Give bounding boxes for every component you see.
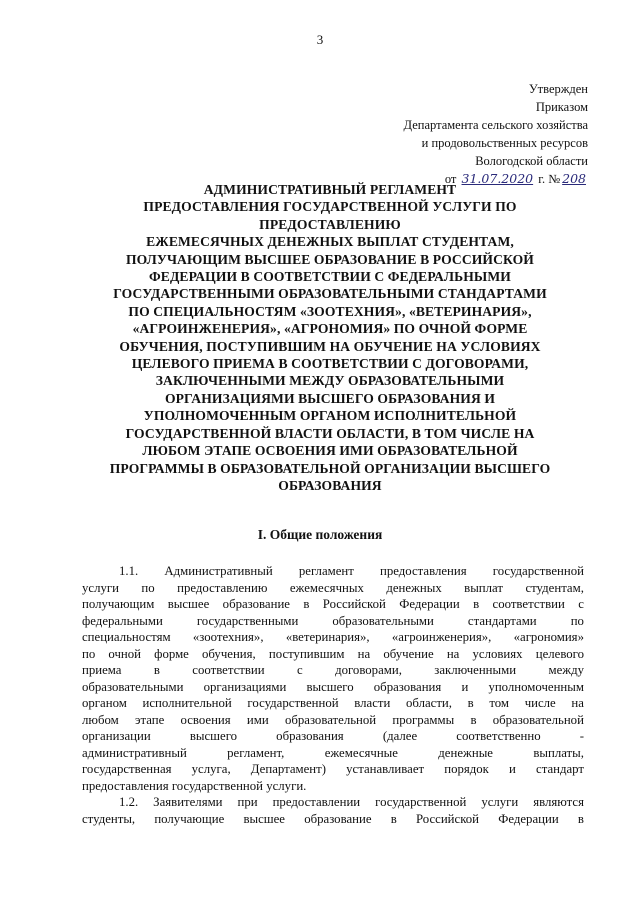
page-number: 3 [316,32,324,47]
paragraph-line [82,794,584,811]
word: 1.1. [119,564,139,578]
word: Департамент) [250,762,327,776]
word: 1.2. [119,795,139,809]
word: предоставлении [272,795,361,809]
word: «ветеринария», [285,630,370,644]
word: по [141,580,155,595]
word: специальностям [82,630,171,644]
approval-line: Вологодской области [475,154,588,168]
word: власти [354,696,391,710]
word: в [467,696,474,710]
title-line: УПОЛНОМОЧЕННЫМ ОРГАНОМ ИСПОЛНИТЕЛЬНОЙ [143,408,517,424]
word: организациями [203,679,287,694]
paragraph-line [82,728,584,745]
word: уполномоченным [488,679,584,694]
paragraph-line [82,629,584,646]
word: по [82,646,96,661]
title-line: ПРОГРАММЫ В ОБРАЗОВАТЕЛЬНОЙ ОРГАНИЗАЦИИ ВЫСШЕГО [109,460,551,476]
word: и [461,679,469,694]
word: органом [82,696,127,710]
word: (далее [382,729,418,743]
word: этапе [134,712,165,727]
handwritten-number: 208 [562,171,586,186]
word: административный [82,745,187,760]
word: «зоотехния», [192,630,264,644]
word: выплаты, [533,745,584,760]
word: на [357,646,371,661]
word: государственной [375,795,467,809]
word: государственными [196,613,299,628]
title-line: ГОСУДАРСТВЕННЫМИ ОБРАЗОВАТЕЛЬНЫМИ СТАНДАРТАМИ [113,286,547,302]
title-line: ОБУЧЕНИЯ, ПОСТУПИВШИМ НА ОБУЧЕНИЕ НА УСЛОВИЯХ [119,338,541,354]
word: высшего [306,679,354,694]
word: Федерации [399,597,460,611]
paragraph-line [82,580,584,597]
word: в [303,597,310,611]
word: получающие [154,811,225,826]
word: предоставления [380,564,467,578]
word: образование [304,811,372,826]
word: в [390,811,397,826]
approval-block [328,80,588,188]
paragraph-line [82,695,584,712]
title-line: ФЕДЕРАЦИИ В СООТВЕТСТВИИ С ФЕДЕРАЛЬНЫМИ [149,269,511,285]
approval-line: Приказом [535,100,588,114]
word: студентам, [525,580,584,595]
word: Административный [164,564,273,578]
approval-line: Утвержден [528,82,588,96]
word: договорами, [335,663,402,677]
word: условиях [472,646,523,661]
word: числе [524,696,556,710]
word: поступившим [268,646,345,661]
word: - [579,729,584,743]
word: ими [246,712,269,727]
word: очной [108,646,142,661]
paragraph-line [82,662,584,679]
word: области, [406,696,452,710]
word: порядок [444,762,489,776]
title-line: ОБРАЗОВАНИЯ [278,477,382,493]
approval-line: и продовольственных ресурсов [421,136,588,150]
title-line: ЦЕЛЕВОГО ПРИЕМА В СООТВЕТСТВИИ С ДОГОВОРАМИ, [131,356,529,372]
title-line: ГОСУДАРСТВЕННОЙ ВЛАСТИ ОБЛАСТИ, В ТОМ ЧИСЛЕ НА [125,425,535,441]
word: услуга, [191,762,231,776]
word: государственной [247,696,339,710]
paragraph-line [82,563,584,580]
word: любом [82,712,119,727]
paragraph-line [82,712,584,729]
word: обучение [383,646,434,661]
paragraph-line [82,613,584,630]
word: образовательными [82,679,184,694]
title-line: «АГРОИНЖЕНЕРИЯ», «АГРОНОМИЯ» ПО ОЧНОЙ ФОРМЕ [132,321,528,337]
word: образования [276,729,344,743]
word: «агрономия» [513,630,584,644]
word: высшего [189,729,238,743]
word: студенты, [82,811,136,826]
title-line: ОРГАНИЗАЦИЯМИ ВЫСШЕГО ОБРАЗОВАНИЯ И [164,390,496,406]
paragraph-line [82,679,584,696]
word: на [571,696,584,710]
word: в [470,712,477,727]
paragraph-line [82,596,584,613]
word: образовательными [332,613,434,628]
word: при [237,795,258,809]
word: форме [154,646,189,661]
word: стандартами [467,613,537,628]
word: исполнительной [142,696,232,710]
title-line: ПО СПЕЦИАЛЬНОСТЯМ «ЗООТЕХНИЯ», «ВЕТЕРИНАРИЯ», [128,303,532,319]
word: Российской [415,811,480,826]
title-line: ПРЕДОСТАВЛЕНИЮ [259,216,401,232]
paragraph-line [82,646,584,663]
word: Федерации [498,811,559,826]
title-line: ПРЕДОСТАВЛЕНИЯ ГОСУДАРСТВЕННОЙ УСЛУГИ ПО [143,199,517,215]
word: Заявителями [153,795,223,809]
word: являются [533,795,584,809]
paragraph-line [82,745,584,762]
word: высшее [167,597,210,611]
word: денежные [438,745,493,760]
paragraph-line [82,761,584,778]
number-prefix: г. № [538,172,561,186]
word: выплат [464,580,503,595]
word: и [509,762,516,776]
paragraph-line [82,811,584,828]
word: в [577,811,584,826]
word: услуги [481,795,519,809]
word: регламент, [227,745,285,760]
document-title [60,181,600,494]
word: приема [82,663,122,677]
title-line: ПОЛУЧАЮЩИМ ВЫСШЕЕ ОБРАЗОВАНИЕ В РОССИЙСКОЙ [126,251,534,267]
handwritten-date: 31.07.2020 [461,171,534,186]
word: Российской [322,597,386,611]
word: услуги [82,580,119,595]
word: на [446,646,460,661]
word: соответственно [456,729,541,743]
word: ежемесячные [324,745,398,760]
word: образовательной [492,712,584,727]
title-line: ЕЖЕМЕСЯЧНЫХ ДЕНЕЖНЫХ ВЫПЛАТ СТУДЕНТАМ, [146,234,514,250]
title-line: АДМИНИСТРАТИВНЫЙ РЕГЛАМЕНТ [203,182,457,197]
word: регламент [298,564,354,578]
word: том [489,696,510,710]
word: обучения, [202,646,256,661]
word: целевого [535,646,584,661]
word: федеральными [82,613,163,628]
word: образовательной [284,712,377,727]
word: предоставлению [177,580,268,595]
word: получающим [82,597,155,611]
paragraph-line: предоставления государственной услуги. [82,778,307,793]
body-text [82,563,584,827]
word: образования [373,679,442,694]
title-line: ЛЮБОМ ЭТАПЕ ОСВОЕНИЯ ИМИ ОБРАЗОВАТЕЛЬНОЙ [142,443,518,459]
word: с [578,597,584,611]
word: высшее [243,811,285,826]
word: в [153,663,160,677]
word: государственная [82,762,172,776]
word: стандарт [536,762,584,776]
date-prefix: от [444,172,457,186]
word: в [473,597,480,611]
title-line: ЗАКЛЮЧЕННЫМИ МЕЖДУ ОБРАЗОВАТЕЛЬНЫМИ [155,373,505,389]
word: по [570,613,584,628]
word: денежных [386,580,442,595]
word: освоения [180,712,231,727]
word: государственной [492,564,584,578]
word: с [297,663,303,677]
word: программы [392,712,455,727]
word: заключенными [434,663,517,677]
word: устанавливает [346,762,425,776]
section-heading: I. Общие положения [257,527,383,542]
word: между [548,663,584,677]
word: организации [82,729,151,743]
word: образование [222,597,290,611]
word: соответствии [492,597,565,611]
approval-line: Департамента сельского хозяйства [403,118,588,132]
word: соответствии [192,663,265,677]
word: «агроинженерия», [391,630,492,644]
word: ежемесячных [289,580,364,595]
